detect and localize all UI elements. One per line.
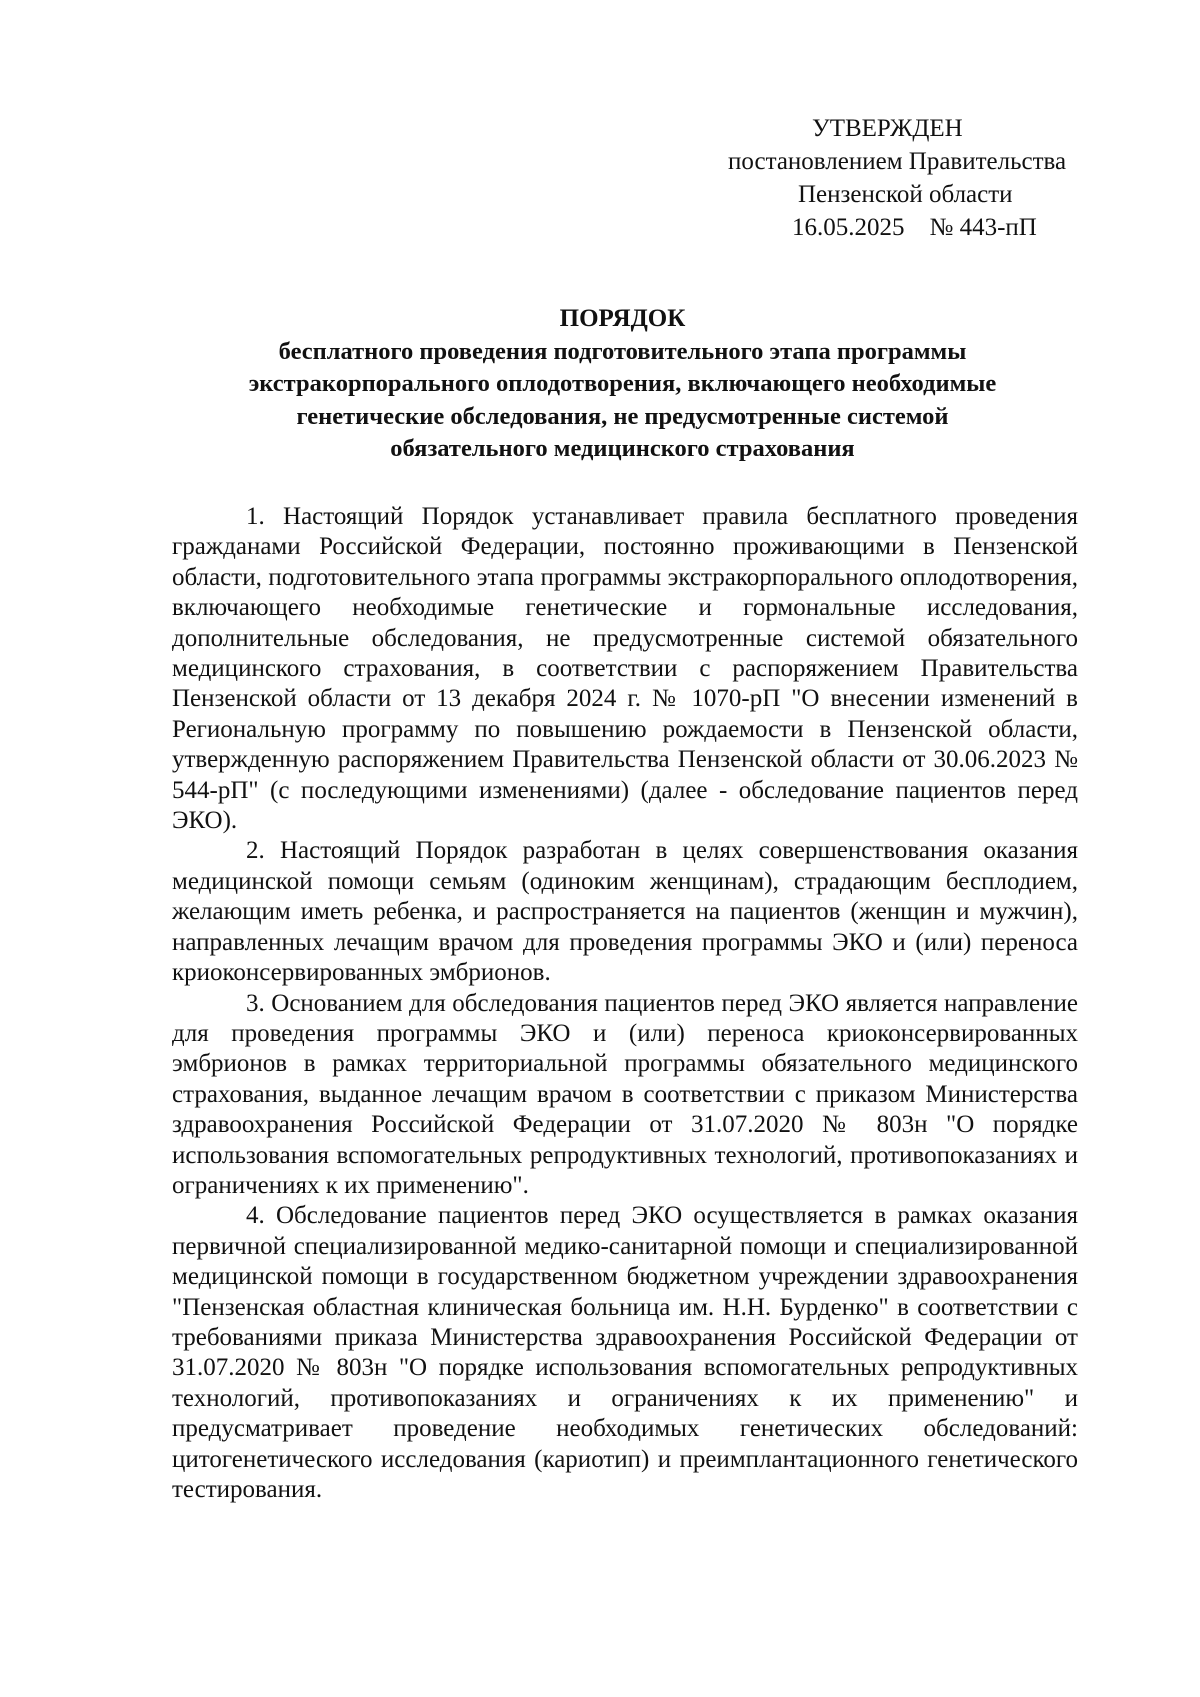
document-title-block: [160, 303, 1085, 466]
document-body: [172, 502, 1078, 1505]
document-subtitle-line-2: экстракорпорального оплодотворения, включающего необходимые: [248, 370, 997, 397]
paragraph-1: 1. Настоящий Порядок устанавливает правила бесплатного проведения гражданами Российской Федерации, постоянно проживающими в Пензенской области, подготовительного этапа программы экстракорпорального оплодотворения, включающего необходимые генетические и гормональные исследования, дополнительные обследования, не предусмотренные системой обязательного медицинского страхования, в соответствии с распоряжением Правительства Пензенской области от 13 декабря 2024 г. № 1070-рП "О внесении изменений в Региональную программу по повышению рождаемости в Пензенской области, утвержденную распоряжением Правительства Пензенской области от 30.06.2023 № 544-рП" (с последующими изменениями) (далее - обследование пациентов перед ЭКО).: [172, 503, 1078, 835]
approval-authority: постановлением Правительства: [728, 148, 1067, 175]
document-subtitle-line-3: генетические обследования, не предусмотренные системой: [296, 402, 949, 430]
paragraph-3: 3. Основанием для обследования пациентов перед ЭКО является направление для проведения программы ЭКО и (или) переноса криоконсервированных эмбрионов в рамках территориальной программы обязательного медицинского страхования, выданное лечащим врачом в соответствии с приказом Министерства здравоохранения Российской Федерации от 31.07.2020 № 803н "О порядке использования вспомогательных репродуктивных технологий, противопоказаниях и ограничениях к их применению".: [172, 989, 1078, 1199]
document-title: ПОРЯДОК: [559, 305, 686, 332]
approval-region: Пензенской области: [798, 181, 1013, 208]
approval-stamp-block: [690, 112, 1150, 244]
approval-status: УТВЕРЖДЕН: [812, 115, 963, 142]
paragraph-2: 2. Настоящий Порядок разработан в целях совершенствования оказания медицинской помощи семьям (одиноким женщинам), страдающим бесплодием, желающим иметь ребенка, и распространяется на пациентов (женщин и мужчин), направленных лечащим врачом для проведения программы ЭКО и (или) переноса криоконсервированных эмбрионов.: [172, 837, 1078, 987]
approval-date-number: 16.05.2025 № 443-пП: [792, 214, 1037, 241]
document-subtitle-line-4: обязательного медицинского страхования: [390, 435, 855, 462]
document-subtitle-line-1: бесплатного проведения подготовительного этапа программы: [278, 337, 967, 365]
paragraph-4: 4. Обследование пациентов перед ЭКО осуществляется в рамках оказания первичной специализированной медико-санитарной помощи и специализированной медицинской помощи в государственном бюджетном учреждении здравоохранения "Пензенская областная клиническая больница им. Н.Н. Бурденко" в соответствии с требованиями приказа Министерства здравоохранения Российской Федерации от 31.07.2020 № 803н "О порядке использования вспомогательных репродуктивных технологий, противопоказаниях и ограничениях к их применению" и предусматривает проведение необходимых генетических обследований: цитогенетического исследования (кариотип) и преимплантационного генетического тестирования.: [172, 1202, 1078, 1503]
